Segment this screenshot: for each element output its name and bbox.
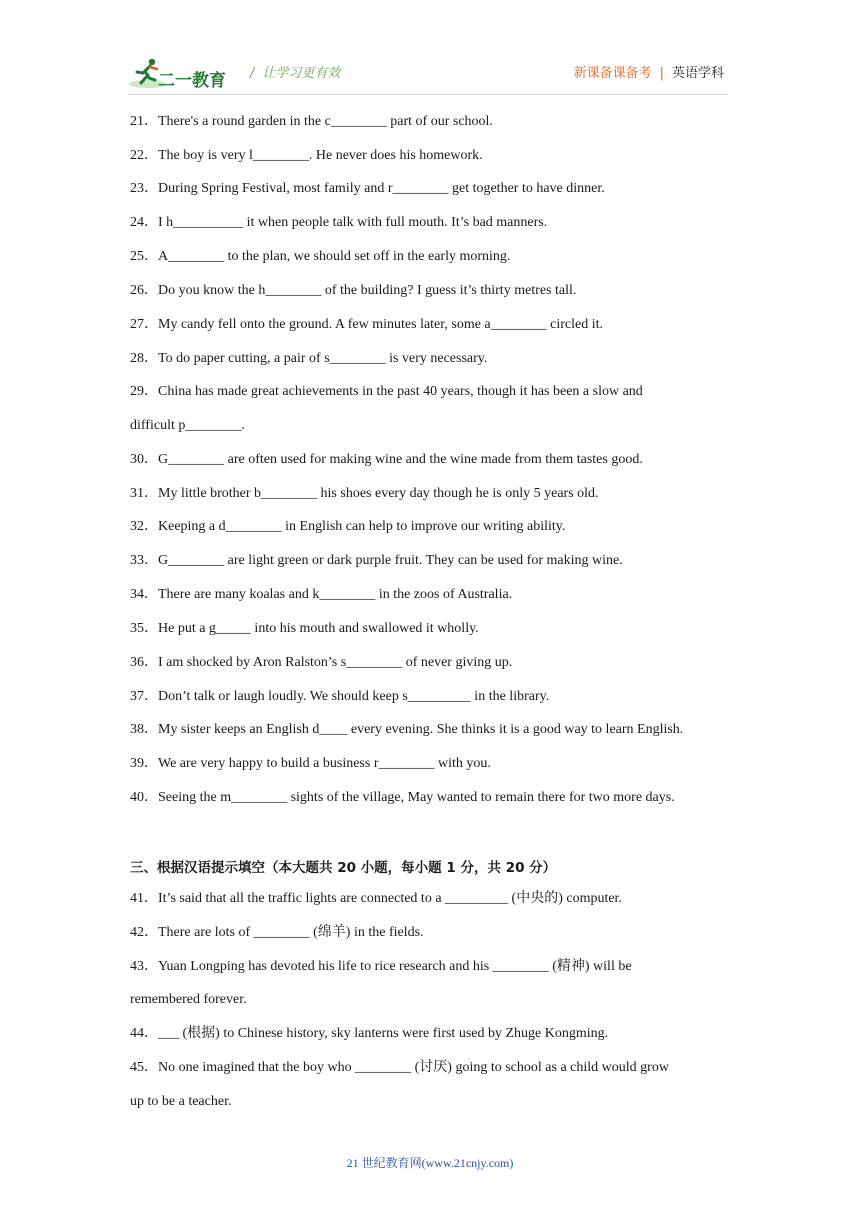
subject-label: 英语学科 — [671, 66, 724, 81]
logo-text: 二一教育 — [158, 71, 226, 91]
question-line: 36．I am shocked by Aron Ralston’s s________ of never giving up. — [130, 655, 513, 670]
question-line: 28．To do paper cutting, a pair of s________ is very necessary. — [130, 351, 488, 366]
question-line: 34．There are many koalas and k________ in the zoos of Australia. — [130, 587, 513, 602]
question-line: 29．China has made great achievements in the past 40 years, though it has been a slow and — [130, 384, 643, 399]
page-header — [128, 52, 728, 92]
question-line: 30．G________ are often used for making wine and the wine made from them tastes good. — [130, 452, 643, 467]
question-line: 35．He put a g_____ into his mouth and swallowed it wholly. — [130, 621, 479, 636]
slogan-text: 让学习更有效 — [262, 66, 341, 81]
question-line: 25．A________ to the plan, we should set off in the early morning. — [130, 249, 511, 264]
question-line: 44．___ (根据) to Chinese history, sky lanterns were first used by Zhuge Kongming. — [130, 1026, 609, 1041]
question-line: 38．My sister keeps an English d____ every evening. She thinks it is a good way to learn English. — [130, 722, 684, 737]
question-line: 43．Yuan Longping has devoted his life to rice research and his ________ (精神) will be — [130, 959, 632, 974]
slogan-slash: / — [250, 66, 255, 81]
question-line: 27．My candy fell onto the ground. A few minutes later, some a________ circled it. — [130, 317, 604, 332]
header-divider — [128, 94, 728, 95]
question-line: 21．There's a round garden in the c________ part of our school. — [130, 114, 493, 129]
section-title: 三、根据汉语提示填空（本大题共 20 小题，每小题 1 分，共 20 分） — [130, 860, 557, 876]
header-right — [574, 62, 724, 81]
question-line: 40．Seeing the m________ sights of the village, May wanted to remain there for two more days. — [130, 790, 675, 805]
logo — [128, 56, 240, 90]
slogan — [250, 62, 340, 81]
question-line: 37．Don’t talk or laugh loudly. We should keep s_________ in the library. — [130, 689, 550, 704]
question-line: remembered forever. — [130, 992, 247, 1007]
question-line: 41．It’s said that all the traffic lights are connected to a _________ (中央的) computer. — [130, 891, 622, 906]
question-line: 39．We are very happy to build a business r________ with you. — [130, 756, 491, 771]
question-line: 24．I h__________ it when people talk with full mouth. It’s bad manners. — [130, 215, 548, 230]
question-line: difficult p________. — [130, 418, 245, 433]
question-line: 31．My little brother b________ his shoes every day though he is only 5 years old. — [130, 486, 599, 501]
question-line: up to be a teacher. — [130, 1094, 232, 1109]
header-separator: | — [659, 66, 664, 81]
question-line: 33．G________ are light green or dark purple fruit. They can be used for making wine. — [130, 553, 623, 568]
courses-label: 新课备课备考 — [573, 66, 652, 81]
question-line: 45．No one imagined that the boy who ________ (讨厌) going to school as a child would grow — [130, 1060, 669, 1075]
question-line: 22．The boy is very l________. He never does his homework. — [130, 148, 483, 163]
question-line: 23．During Spring Festival, most family and r________ get together to have dinner. — [130, 181, 605, 196]
question-line: 32．Keeping a d________ in English can help to improve our writing ability. — [130, 519, 566, 534]
question-line: 26．Do you know the h________ of the building? I guess it’s thirty metres tall. — [130, 283, 577, 298]
page-footer: 21 世纪教育网(www.21cnjy.com) — [346, 1156, 514, 1170]
question-line: 42．There are lots of ________ (绵羊) in the fields. — [130, 925, 424, 940]
